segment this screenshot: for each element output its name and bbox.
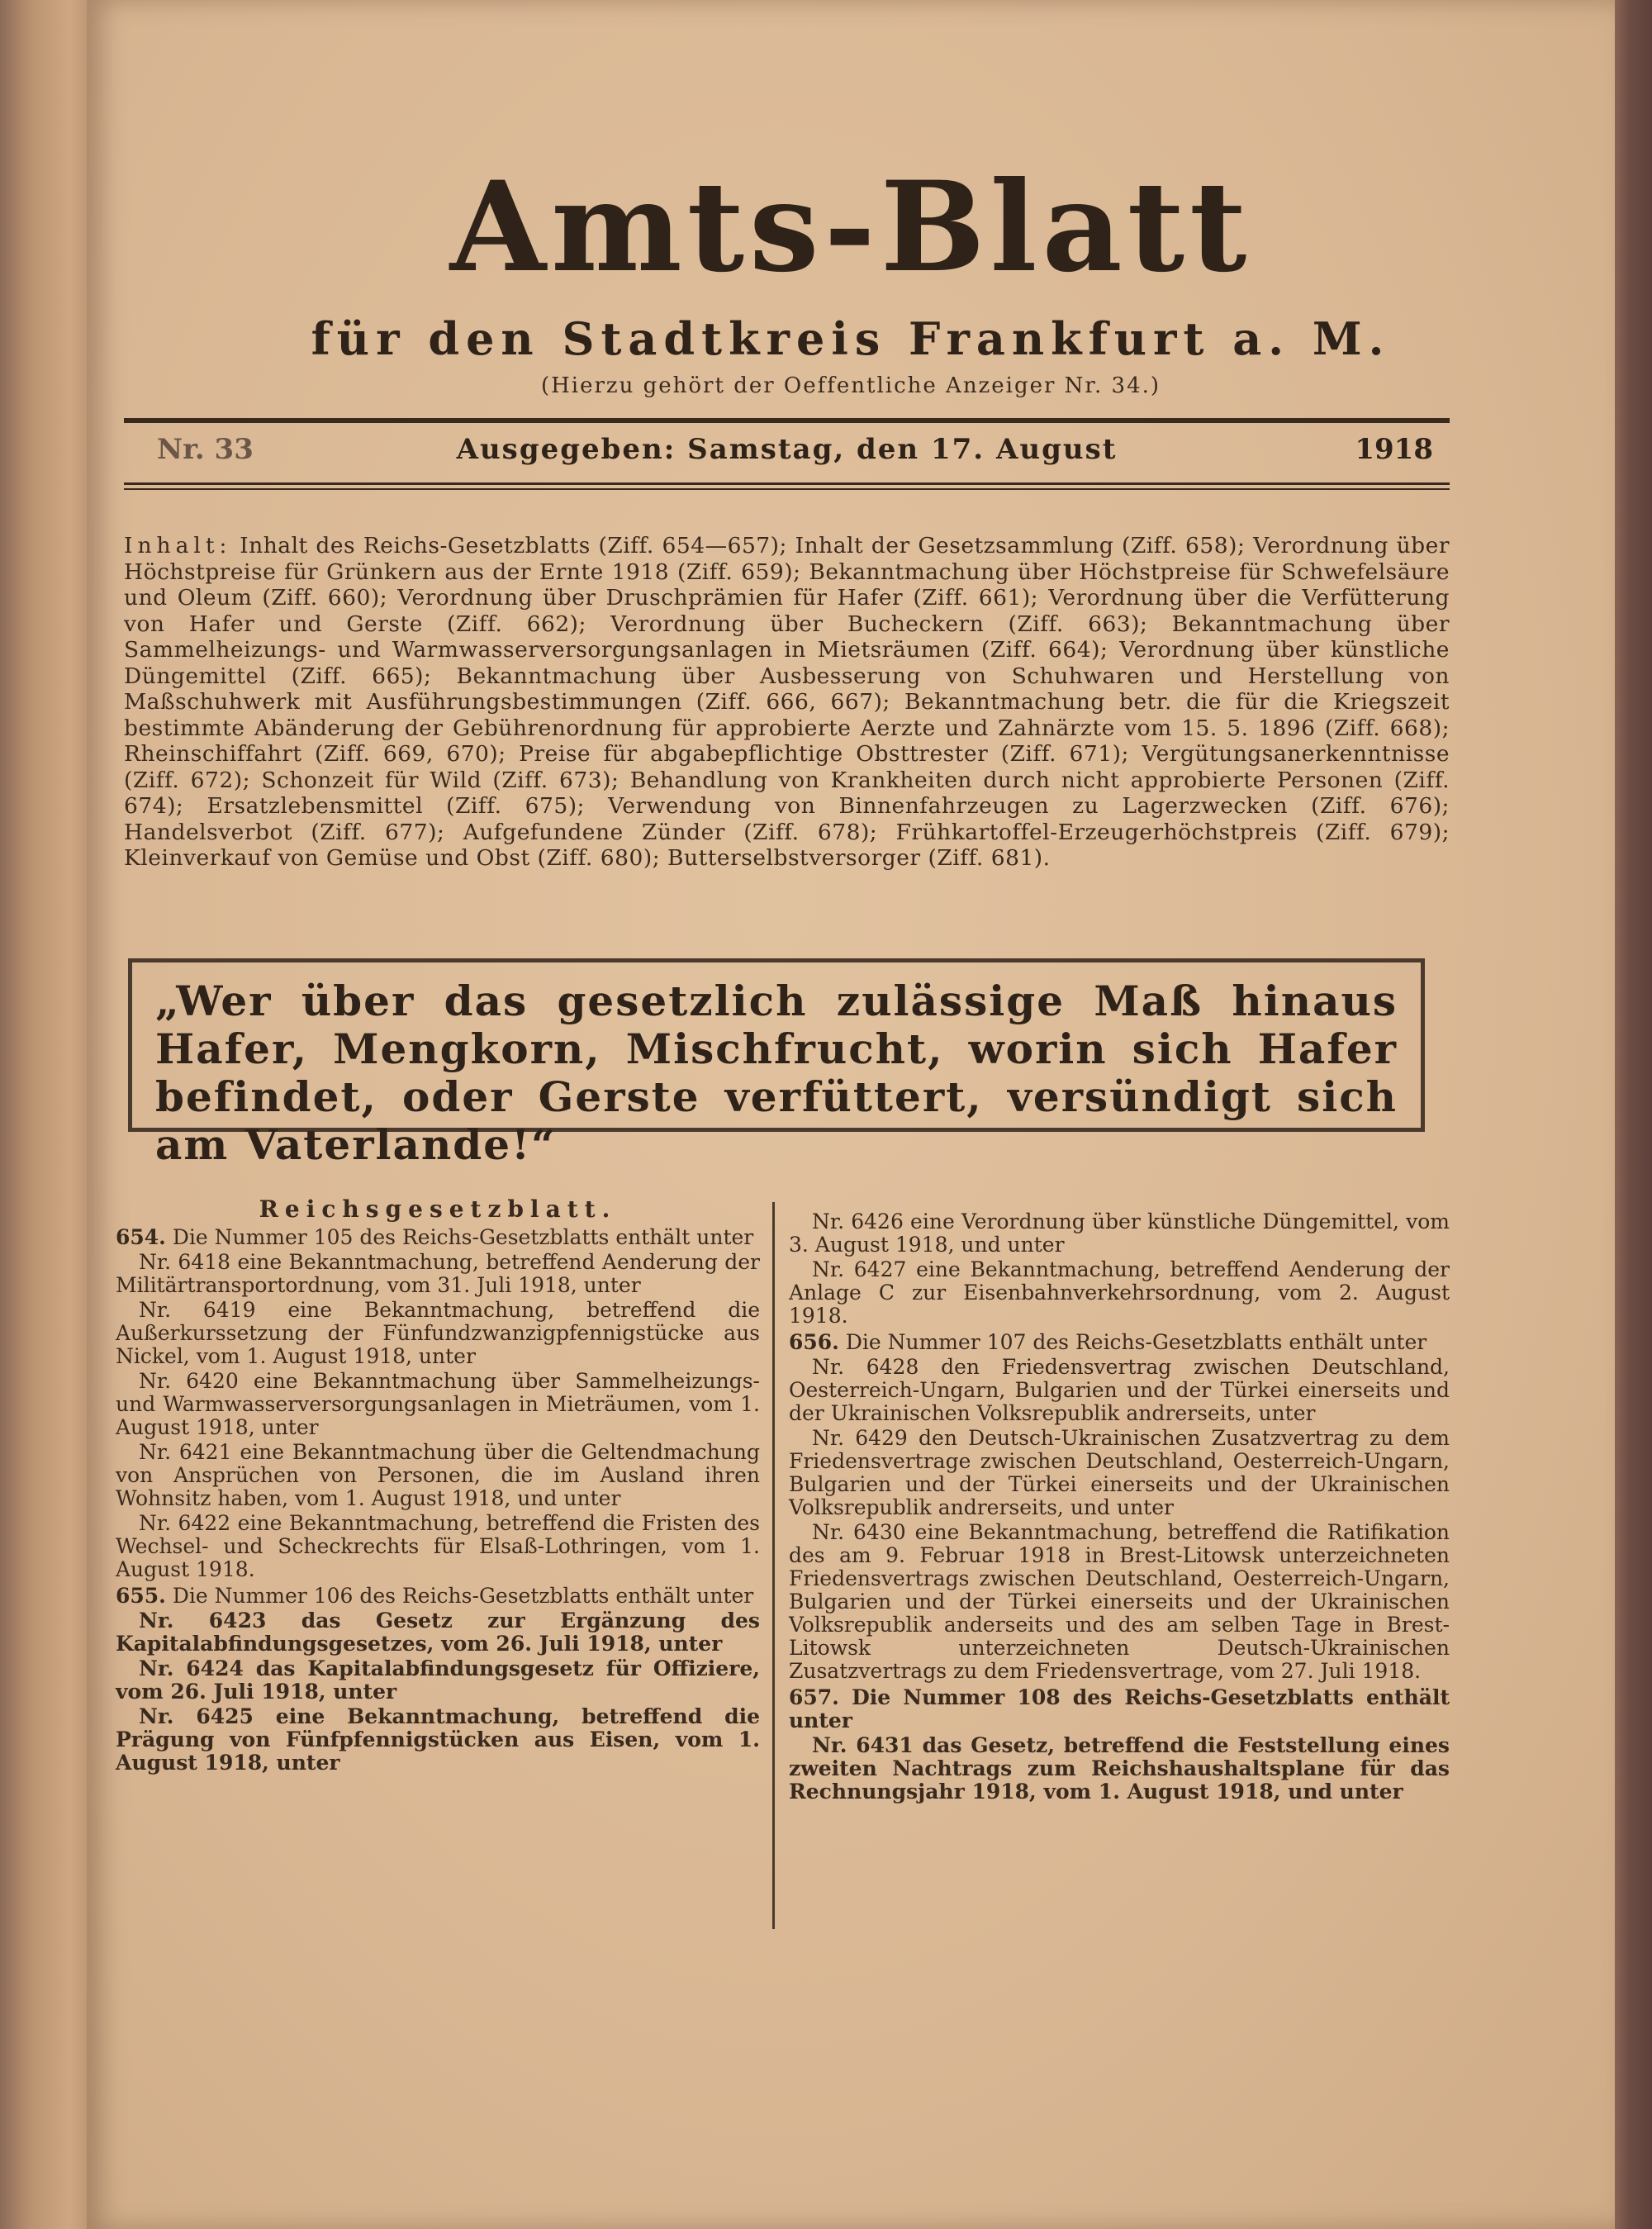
entry-item: Nr. 6427 eine Bekanntmachung, betreffend Aenderung der Anlage C zur Eisenbahnverkehrsordnung, vom 2. August 1918.	[789, 1257, 1450, 1328]
issue-number: Nr. 33	[157, 433, 254, 466]
rule-bottom-thin	[124, 488, 1450, 490]
entry-text: Die Nummer 107 des Reichs-Gesetzblatts enthält unter	[845, 1330, 1427, 1354]
entry-number: 656.	[789, 1330, 839, 1354]
issue-year: 1918	[1355, 433, 1433, 466]
entry-number: 654.	[116, 1225, 166, 1249]
masthead-title: Amts-Blatt	[449, 154, 1252, 300]
masthead-note: (Hierzu gehört der Oeffentliche Anzeiger Nr. 34.)	[540, 373, 1161, 398]
entry-item: Nr. 6421 eine Bekanntmachung über die Geltendmachung von Ansprüchen von Personen, die im Ausland ihren Wohnsitz haben, vom 1. August 1918, und unter	[116, 1440, 760, 1510]
rule-bottom	[124, 482, 1450, 485]
entry-item: Nr. 6426 eine Verordnung über künstliche Düngemittel, vom 3. August 1918, und unter	[789, 1210, 1450, 1257]
column-heading: Reichsgesetzblatt.	[259, 1195, 617, 1223]
rule-top	[124, 418, 1450, 423]
entry-656	[789, 1331, 1450, 1354]
entry-text: Die Nummer 108 des Reichs-Gesetzblatts enthält unter	[789, 1685, 1450, 1732]
table-of-contents	[124, 533, 1450, 872]
entry-item: Nr. 6419 eine Bekanntmachung, betreffend die Außerkurssetzung der Fünfundzwanzigpfennigstücke aus Nickel, vom 1. August 1918, unter	[116, 1298, 760, 1368]
issue-date: Ausgegeben: Samstag, den 17. August	[456, 433, 1118, 466]
entry-text: Die Nummer 106 des Reichs-Gesetzblatts enthält unter	[172, 1584, 754, 1608]
entry-655	[116, 1585, 760, 1608]
entry-654	[116, 1226, 760, 1249]
entry-item: Nr. 6430 eine Bekanntmachung, betreffend die Ratifikation des am 9. Februar 1918 in Brest-Litowsk unterzeichneten Friedensvertrags zwischen Deutschland, Oesterreich-Ungarn, Bulgarien und der Türkei einerseits und der Ukrainischen Volksrepublik anderseits und des am selben Tage in Brest-Litowsk unterzeichneten Deutsch-Ukrainischen Zusatzvertrags zu dem Friedensvertrage, vom 27. Juli 1918.	[789, 1520, 1450, 1683]
entry-text: Die Nummer 105 des Reichs-Gesetzblatts enthält unter	[172, 1225, 754, 1249]
issue-line	[124, 430, 1450, 471]
right-column	[789, 1210, 1450, 1805]
column-divider	[772, 1202, 775, 1929]
left-column	[116, 1195, 760, 1776]
entry-item: Nr. 6428 den Friedensvertrag zwischen Deutschland, Oesterreich-Ungarn, Bulgarien und der Türkei einerseits und der Ukrainischen Volksrepublik andrerseits, unter	[789, 1355, 1450, 1425]
entry-item: Nr. 6423 das Gesetz zur Ergänzung des Kapitalabfindungsgesetzes, vom 26. Juli 1918, unter	[116, 1609, 760, 1656]
entry-item: Nr. 6420 eine Bekanntmachung über Sammelheizungs- und Warmwasserversorgungsanlagen in Mieträumen, vom 1. August 1918, unter	[116, 1369, 760, 1439]
entry-number: 657.	[789, 1685, 839, 1709]
contents-lead: Inhalt:	[124, 533, 232, 558]
contents-text: Inhalt des Reichs-Gesetzblatts (Ziff. 654—657); Inhalt der Gesetzsammlung (Ziff. 658); Verordnung über Höchstpreise für Grünkern aus der Ernte 1918 (Ziff. 659); Bekanntmachung über Höchstpreise für Schwefelsäure und Oleum (Ziff. 660); Verordnung über Druschprämien für Hafer (Ziff. 661); Verordnung über die Verfütterung von Hafer und Gerste (Ziff. 662); Verordnung über Bucheckern (Ziff. 663); Bekanntmachung über Sammelheizungs- und Warmwasserversorgungsanlagen in Mietsräumen (Ziff. 664); Verordnung über künstliche Düngemittel (Ziff. 665); Bekanntmachung über Ausbesserung von Schuhwaren und Herstellung von Maßschuhwerk mit Ausführungsbestimmungen (Ziff. 666, 667); Bekanntmachung betr. die für die Kriegszeit bestimmte Abänderung der Gebührenordnung für approbierte Aerzte und Zahnärzte vom 15. 5. 1896 (Ziff. 668); Rheinschiffahrt (Ziff. 669, 670); Preise für abgabepflichtige Obsttrester (Ziff. 671); Vergütungsanerkenntnisse (Ziff. 672); Schonzeit für Wild (Ziff. 673); Behandlung von Krankheiten durch nicht approbierte Personen (Ziff. 674); Ersatzlebensmittel (Ziff. 675); Verwendung von Binnenfahrzeugen zu Lagerzwecken (Ziff. 676); Handelsverbot (Ziff. 677); Aufgefundene Zünder (Ziff. 678); Frühkartoffel-Erzeugerhöchstpreis (Ziff. 679); Kleinverkauf von Gemüse und Obst (Ziff. 680); Butterselbstversorger (Ziff. 681).	[124, 533, 1450, 871]
entry-item: Nr. 6431 das Gesetz, betreffend die Feststellung eines zweiten Nachtrags zum Reichshaushaltsplane für das Rechnungsjahr 1918, vom 1. August 1918, und unter	[789, 1733, 1450, 1804]
quote-text: „Wer über das gesetzlich zulässige Maß hinaus Hafer, Mengkorn, Mischfrucht, worin sich Hafer befindet, oder Gerste verfüttert, versündigt sich am Vaterlande!“	[155, 977, 1398, 1169]
quote-box	[128, 958, 1425, 1169]
book-binding-left	[0, 0, 99, 2229]
book-binding-right	[1612, 0, 1652, 2229]
entry-item: Nr. 6429 den Deutsch-Ukrainischen Zusatzvertrag zu dem Friedensvertrage zwischen Deutschland, Oesterreich-Ungarn, Bulgarien und der Türkei einerseits und der Ukrainischen Volksrepublik andrerseits, und unter	[789, 1426, 1450, 1519]
document-page	[87, 0, 1615, 2229]
entry-657	[789, 1686, 1450, 1732]
entry-item: Nr. 6424 das Kapitalabfindungsgesetz für Offiziere, vom 26. Juli 1918, unter	[116, 1656, 760, 1704]
entry-item: Nr. 6425 eine Bekanntmachung, betreffend die Prägung von Fünfpfennigstücken aus Eisen, vom 1. August 1918, unter	[116, 1704, 760, 1775]
entry-item: Nr. 6422 eine Bekanntmachung, betreffend die Fristen des Wechsel- und Scheckrechts für Elsaß-Lothringen, vom 1. August 1918.	[116, 1511, 760, 1581]
entry-number: 655.	[116, 1584, 166, 1608]
masthead-subtitle: für den Stadtkreis Frankfurt a. M.	[311, 312, 1391, 365]
entry-item: Nr. 6418 eine Bekanntmachung, betreffend Aenderung der Militärtransportordnung, vom 31. Juli 1918, unter	[116, 1250, 760, 1297]
